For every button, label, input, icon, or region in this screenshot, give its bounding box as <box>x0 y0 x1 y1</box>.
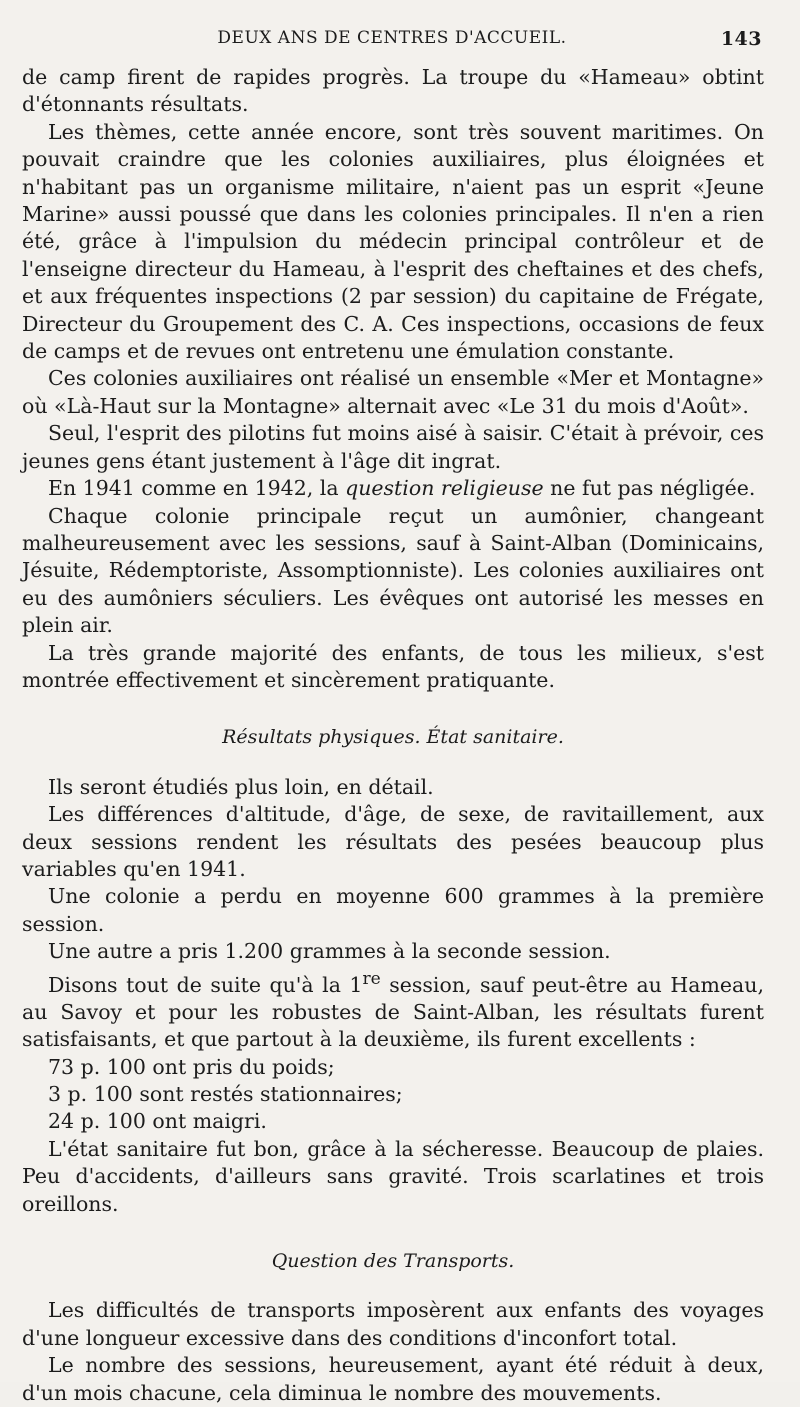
paragraph: Seul, l'esprit des pilotins fut moins aisé à saisir. C'était à prévoir, ces jeunes gens étant justement à l'âge dit ingrat. <box>22 421 764 473</box>
paragraph: Chaque colonie principale reçut un aumônier, changeant malheureusement avec les sessions, sauf à Saint-Alban (Dominicains, Jésuite, Rédemptoriste, Assomptionniste). Les colonies auxiliaires ont eu des aumôniers séculiers. Les évêques ont autorisé les messes en plein air. <box>22 503 764 638</box>
text-span: ne fut pas négligée. <box>543 476 756 501</box>
section-heading: Résultats physiques. État sanitaire. <box>222 726 564 749</box>
superscript: re <box>362 968 381 989</box>
paragraph: Les thèmes, cette année encore, sont très souvent maritimes. On pouvait craindre que les colonies auxiliaires, plus éloignées et n'habitant pas un organisme militaire, n'aient pas un esprit «Jeune Marine» aussi poussé que dans les colonies principales. Il n'en a rien été, grâce à l'impulsion du médecin principal contrôleur et de l'enseigne directeur du Hameau, à l'esprit des cheftaines et des chefs, et aux fréquentes inspections (2 par session) du capitaine de Frégate, Directeur du Groupement des C. A. Ces inspections, occasions de feux de camps et de revues ont entretenu une émulation constante. <box>22 119 764 364</box>
text-span: En 1941 comme en 1942, la <box>48 476 346 501</box>
paragraph: Une autre a pris 1.200 grammes à la seconde session. <box>48 939 611 964</box>
paragraph: L'état sanitaire fut bon, grâce à la sécheresse. Beaucoup de plaies. Peu d'accidents, d'ailleurs sans gravité. Trois scarlatines et trois oreillons. <box>22 1136 764 1216</box>
page-number: 143 <box>720 28 762 50</box>
paragraph <box>22 966 764 1054</box>
paragraph: Les différences d'altitude, d'âge, de sexe, de ravitaillement, aux deux sessions rendent les résultats des pesées beaucoup plus variables qu'en 1941. <box>22 802 764 881</box>
list-item: 73 p. 100 ont pris du poids; <box>48 1054 335 1079</box>
paragraph: de camp firent de rapides progrès. La troupe du «Hameau» obtint d'étonnants résultats. <box>22 65 764 117</box>
list-item: 3 p. 100 sont restés stationnaires; <box>48 1082 403 1107</box>
running-title: DEUX ANS DE CENTRES D'ACCUEIL. <box>217 28 567 48</box>
results-list <box>22 1054 764 1136</box>
paragraph: Les difficultés de transports imposèrent aux enfants des voyages d'une longueur excessive dans des conditions d'inconfort total. <box>22 1298 764 1350</box>
list-item: 24 p. 100 ont maigri. <box>48 1109 267 1134</box>
paragraph: La très grande majorité des enfants, de tous les milieux, s'est montrée effectivement et sincèrement pratiquante. <box>22 640 764 692</box>
text-span: session, sauf peut-être au Hameau, au Savoy et pour les robustes de Saint-Alban, les résultats furent satisfaisants, et que partout à la deuxième, ils furent excellents : <box>22 972 764 1052</box>
paragraph: Le nombre des sessions, heureusement, ayant été réduit à deux, d'un mois chacune, cela diminua le nombre des mouvements. <box>22 1353 764 1405</box>
paragraph: Ils seront étudiés plus loin, en détail. <box>48 774 434 799</box>
italic-text: question religieuse <box>345 476 544 501</box>
text-span: Disons tout de suite qu'à la 1 <box>48 972 363 997</box>
paragraph: Une colonie a perdu en moyenne 600 grammes à la première session. <box>22 884 764 936</box>
section-heading: Question des Transports. <box>271 1250 515 1273</box>
running-header <box>22 28 762 58</box>
paragraph: Ces colonies auxiliaires ont réalisé un ensemble «Mer et Montagne» où «Là-Haut sur la Montagne» alternait avec «Le 31 du mois d'Août». <box>22 366 764 418</box>
paragraph <box>22 475 764 502</box>
page-body <box>22 64 764 1407</box>
